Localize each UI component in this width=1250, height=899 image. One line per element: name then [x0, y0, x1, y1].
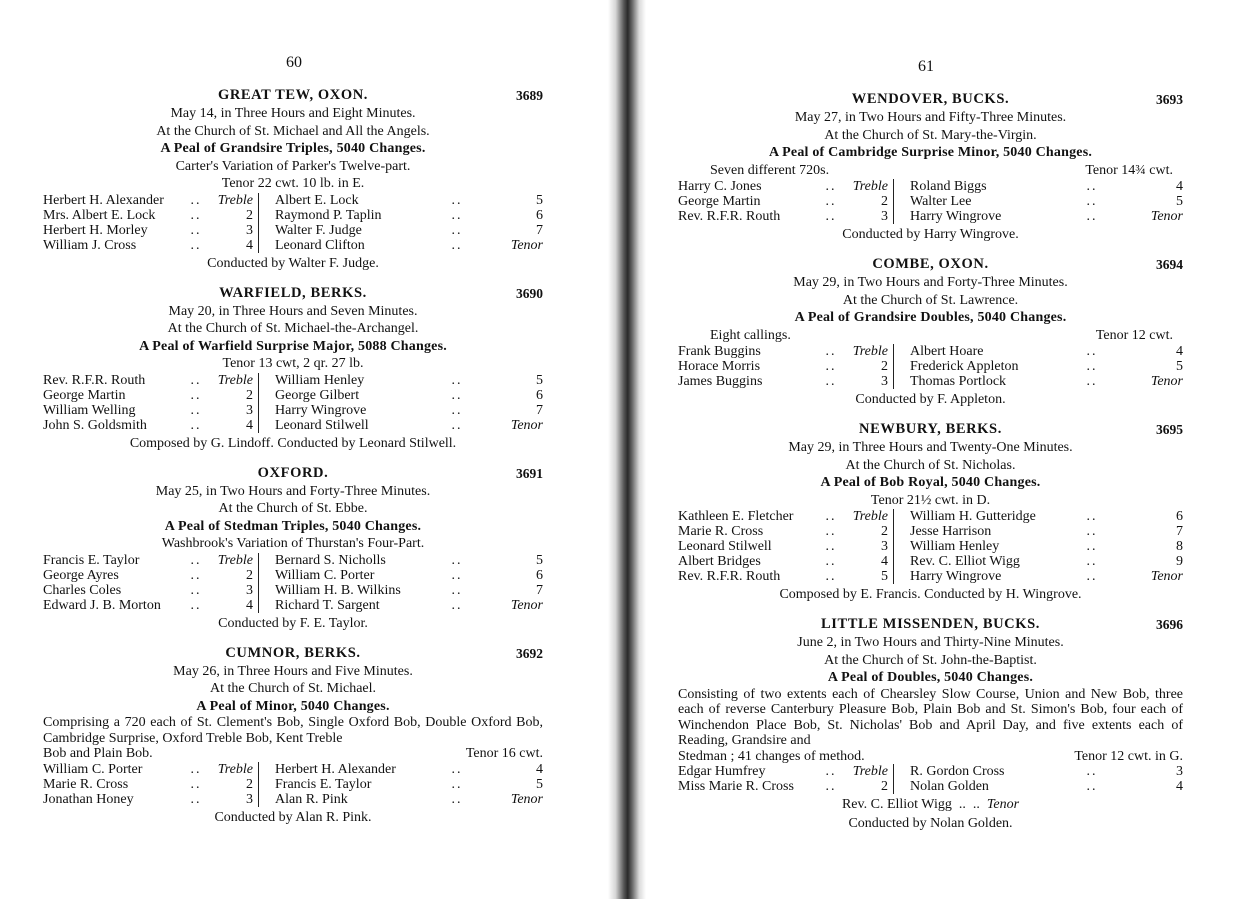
ringer-row [43, 762, 543, 777]
bell-number: 4 [852, 554, 894, 569]
peal-church: At the Church of St. Ebbe. [218, 501, 368, 516]
peal-header [43, 464, 543, 483]
bell-number: 2 [852, 194, 894, 209]
ringer-row [678, 179, 1183, 194]
peal-conductor: Conducted by Nolan Golden. [848, 816, 1013, 831]
ringer-row [678, 554, 1183, 569]
leader-dots: .. [1086, 179, 1098, 194]
ringer-row [678, 509, 1183, 524]
peal-place: GREAT TEW, OXON. [217, 87, 369, 103]
bell-number: 4 [217, 418, 259, 433]
leader-dots: .. [1086, 524, 1098, 539]
ringer-name: Rev. R.F.R. Routh [678, 209, 781, 224]
peal-date: May 27, in Two Hours and Fifty-Three Minutes. [794, 110, 1067, 125]
ringers-table [678, 179, 1183, 224]
ringer-name: Rev. C. Elliot Wigg [841, 797, 952, 812]
leader-dots: .. [825, 209, 837, 224]
ringer-name: Francis E. Taylor [275, 776, 372, 792]
bell-number: Treble [217, 553, 259, 568]
ringer-row [43, 403, 543, 418]
leader-dots: .. [1086, 209, 1098, 224]
leader-dots: .. [1086, 554, 1098, 569]
peal-note-last-line [43, 746, 543, 762]
ringer-name: Alan R. Pink [275, 791, 348, 807]
right-page [640, 0, 1250, 899]
peal-tenor: Tenor 22 cwt. 10 lb. in E. [221, 176, 365, 191]
ringers-table [678, 509, 1183, 584]
ringer-name: Leonard Stilwell [678, 539, 772, 554]
bell-number: 4 [217, 598, 259, 613]
bell-number: 5 [536, 552, 543, 568]
ringer-name: Mrs. Albert E. Lock [43, 207, 156, 223]
peal-church: At the Church of St. Mary-the-Virgin. [824, 127, 1037, 143]
ringer-name: Kathleen E. Fletcher [678, 509, 794, 524]
peal-entry [43, 86, 543, 272]
ringer-row [678, 374, 1183, 389]
bell-number: Tenor [510, 597, 543, 613]
peal-place: CUMNOR, BERKS. [225, 644, 361, 661]
leader-dots: .. [190, 417, 202, 433]
ringer-row [43, 777, 543, 792]
ringer-name: Albert E. Lock [275, 192, 359, 208]
peal-conductor: Composed by E. Francis. Conducted by H. Wingrove. [779, 587, 1082, 602]
ringers-table [678, 344, 1183, 389]
ringer-name: R. Gordon Cross [910, 764, 1005, 779]
leader-dots: .. [190, 207, 202, 223]
peal-tenor: Tenor 13 cwt, 2 qr. 27 lb. [222, 356, 364, 371]
leader-dots: .. [190, 567, 202, 583]
peal-header [43, 644, 543, 663]
peal-composition: Carter's Variation of Parker's Twelve-part. [175, 158, 411, 174]
bell-number: Tenor [1150, 569, 1183, 584]
ringer-name: Harry Wingrove [275, 402, 367, 418]
bell-number: 3 [217, 792, 259, 807]
leader-dots: .. [1086, 539, 1098, 554]
bell-number: 7 [1176, 524, 1183, 539]
bell-number: 5 [536, 776, 543, 792]
leader-dots: .. [451, 761, 463, 777]
ringer-name: Edward J. B. Morton [43, 597, 161, 613]
ringer-name: Herbert H. Alexander [43, 192, 164, 208]
leader-dots: .. [190, 237, 202, 253]
leader-dots: .. [190, 192, 202, 208]
bell-number: Treble [852, 764, 894, 779]
bell-number: 2 [217, 208, 259, 223]
peal-conductor: Conducted by Harry Wingrove. [842, 227, 1019, 242]
bell-number: 7 [536, 222, 543, 238]
ringer-row [678, 209, 1183, 224]
leader-dots: .. [190, 761, 202, 777]
bell-number: 6 [536, 207, 543, 223]
leader-dots: .. [451, 417, 463, 433]
bell-number: 5 [1176, 194, 1183, 209]
peal-entry [43, 284, 543, 452]
peal-number: 3696 [1156, 617, 1183, 632]
ringer-name: Raymond P. Taplin [275, 207, 382, 223]
bell-number: 4 [1176, 344, 1183, 359]
peal-church: At the Church of St. John-the-Baptist. [824, 652, 1037, 668]
ringer-name: Herbert H. Morley [43, 222, 148, 238]
leader-dots: .. [825, 539, 837, 554]
leader-dots: .. [825, 179, 837, 194]
leader-dots: .. [825, 194, 837, 209]
ringer-row [43, 792, 543, 807]
leader-dots: .. [1086, 344, 1098, 359]
ringer-name: Horace Morris [678, 359, 761, 374]
bell-number: 2 [217, 388, 259, 403]
ringer-name: Richard T. Sargent [275, 597, 380, 613]
ringer-name: Jonathan Honey [43, 791, 134, 807]
leader-dots: .. [190, 582, 202, 598]
peal-entry [678, 90, 1183, 243]
peal-header [43, 86, 543, 105]
leader-dots: .. [1086, 779, 1098, 794]
bell-number: 3 [217, 223, 259, 238]
bell-number: 5 [1176, 359, 1183, 374]
bell-number: Treble [852, 344, 894, 359]
leader-dots: .. [451, 582, 463, 598]
ringer-row [678, 779, 1183, 794]
peal-conductor: Conducted by F. E. Taylor. [218, 615, 368, 631]
ringer-name: Harry Wingrove [910, 209, 1002, 224]
ringer-row [43, 388, 543, 403]
leader-dots: .. [451, 597, 463, 613]
ringer-name: Rev. R.F.R. Routh [43, 372, 146, 388]
leader-dots: .. [825, 509, 837, 524]
leader-dots: .. [825, 764, 837, 779]
ringers-table [43, 553, 543, 613]
bell-number: 4 [1176, 179, 1183, 194]
ringer-row [43, 373, 543, 388]
bell-number: Treble [217, 762, 259, 777]
bell-number: 4 [217, 238, 259, 253]
bell-number: 3 [1176, 764, 1183, 779]
peal-composition: Washbrook's Variation of Thurstan's Four-Part. [161, 536, 425, 551]
leader-dots: .. [190, 387, 202, 403]
leader-dots: .. [825, 524, 837, 539]
left-page [0, 0, 610, 899]
ringer-row [678, 569, 1183, 584]
peal-note [43, 715, 543, 762]
ringer-row [678, 539, 1183, 554]
peal-place: WENDOVER, BUCKS. [851, 91, 1010, 107]
ringer-name: Miss Marie R. Cross [678, 779, 794, 794]
peal-number: 3693 [1156, 92, 1183, 107]
bell-number: 7 [536, 402, 543, 418]
ringer-name: William H. B. Wilkins [275, 582, 401, 598]
ringers-table [43, 373, 543, 433]
ringer-row [678, 359, 1183, 374]
page-number: 60 [286, 54, 302, 71]
peal-number: 3695 [1156, 422, 1183, 437]
ringer-row [43, 553, 543, 568]
leader-dots: .. [825, 779, 837, 794]
ringers-table [43, 193, 543, 253]
bell-number: Tenor [1150, 374, 1183, 389]
ringer-name: George Ayres [43, 567, 119, 583]
ringer-name: Albert Hoare [910, 344, 984, 359]
peal-method: A Peal of Bob Royal, 5040 Changes. [820, 475, 1041, 490]
ringer-name: Rev. R.F.R. Routh [678, 569, 781, 584]
ringer-name: Harry C. Jones [678, 179, 762, 194]
ringer-name: Bernard S. Nicholls [275, 552, 386, 568]
peal-tenor: Tenor 16 cwt. [465, 746, 543, 761]
bell-number: 4 [536, 761, 543, 777]
leader-dots: .. [190, 552, 202, 568]
extra-ringer-line [678, 796, 1183, 813]
ringer-name: John S. Goldsmith [43, 417, 147, 433]
leader-dots: .. [825, 569, 837, 584]
bell-number: Treble [217, 373, 259, 388]
ringer-name: Jesse Harrison [910, 524, 992, 539]
ringer-name: Walter F. Judge [275, 222, 362, 238]
bell-number: 2 [852, 779, 894, 794]
leader-dots: .. [1086, 374, 1098, 389]
peal-date: May 25, in Two Hours and Forty-Three Minutes. [155, 483, 431, 499]
leader-dots: .. [451, 402, 463, 418]
peal-place: LITTLE MISSENDEN, BUCKS. [820, 616, 1041, 632]
leader-dots: .. [451, 237, 463, 253]
peal-entry [678, 255, 1183, 408]
leader-dots: .. [451, 791, 463, 807]
peal-header [43, 284, 543, 303]
peal-header [678, 255, 1183, 274]
ringer-name: George Martin [678, 194, 761, 209]
leader-dots: .. [190, 402, 202, 418]
peal-tenor: Tenor 12 cwt. [1095, 327, 1173, 343]
ringer-row [678, 194, 1183, 209]
bell-number: Treble [852, 179, 894, 194]
bell-number: 3 [217, 403, 259, 418]
peal-date: May 29, in Two Hours and Forty-Three Minutes. [793, 275, 1068, 290]
ringer-row [43, 193, 543, 208]
ringer-name: Rev. C. Elliot Wigg [910, 554, 1020, 569]
peal-place: OXFORD. [257, 464, 329, 481]
ringer-name: William J. Cross [43, 237, 137, 253]
peal-number: 3690 [516, 285, 543, 301]
peal-note-end: Stedman ; 41 changes of method. [678, 748, 865, 764]
peal-entry [678, 615, 1183, 832]
peal-church: At the Church of St. Michael-the-Archangel. [167, 321, 419, 336]
peal-method: A Peal of Cambridge Surprise Minor, 5040 Changes. [768, 145, 1093, 160]
bell-number: 3 [852, 209, 894, 224]
peal-column [678, 90, 1183, 844]
peal-conductor: Conducted by Alan R. Pink. [214, 809, 372, 825]
peal-method: A Peal of Grandsire Doubles, 5040 Changes. [794, 310, 1067, 325]
peal-number: 3694 [1156, 257, 1183, 272]
peal-entry [678, 420, 1183, 603]
ringer-name: George Gilbert [275, 387, 360, 403]
bell-number: 5 [852, 569, 894, 584]
ringer-name: William Henley [275, 372, 365, 388]
bell-number: 2 [852, 359, 894, 374]
leader-dots: .. [825, 374, 837, 389]
ringer-name: Harry Wingrove [910, 569, 1002, 584]
peal-conductor: Conducted by Walter F. Judge. [207, 255, 379, 271]
ringer-name: William Henley [910, 539, 1000, 554]
bell-number: Tenor [510, 417, 543, 433]
peal-extra-line [678, 327, 1183, 345]
ringer-name: Herbert H. Alexander [275, 761, 396, 777]
peal-date: May 14, in Three Hours and Eight Minutes. [170, 106, 416, 121]
leader-dots: .. [825, 554, 837, 569]
peal-method: A Peal of Warfield Surprise Major, 5088 Changes. [139, 338, 447, 354]
leader-dots: .. [1086, 569, 1098, 584]
leader-dots: .. .. [955, 797, 984, 812]
leader-dots: .. [825, 344, 837, 359]
peal-date: June 2, in Two Hours and Thirty-Nine Minutes. [797, 635, 1064, 650]
leader-dots: .. [451, 567, 463, 583]
peal-church: At the Church of St. Lawrence. [842, 292, 1019, 308]
leader-dots: .. [190, 791, 202, 807]
peal-church: At the Church of St. Michael and All the Angels. [156, 123, 430, 139]
ringer-row [43, 598, 543, 613]
leader-dots: .. [825, 359, 837, 374]
ringer-name: James Buggins [678, 374, 763, 389]
peal-note-end: Bob and Plain Bob. [43, 746, 153, 761]
leader-dots: .. [190, 372, 202, 388]
peal-tenor: Tenor 14¾ cwt. [1085, 162, 1173, 178]
peal-note-text: Consisting of two extents each of Chearsley Slow Course, Union and New Bob, three each of reverse Canterbury Pleasure Bob, Plain Bob and St. Simon's Bob, four each of Winchendon Place Bob, St. Nicholas' Bob and April Day, and five extents each of Reading, Grandsire and [678, 686, 1183, 748]
page-number: 61 [918, 58, 934, 75]
bell-number: 2 [217, 568, 259, 583]
ringers-table [678, 764, 1183, 794]
bell-number: Tenor [986, 797, 1020, 812]
bell-number: Tenor [510, 791, 543, 807]
ringer-name: Charles Coles [43, 582, 122, 598]
leader-dots: .. [451, 207, 463, 223]
peal-date: May 20, in Three Hours and Seven Minutes. [168, 303, 418, 319]
ringer-name: George Martin [43, 387, 126, 403]
peal-date: May 26, in Three Hours and Five Minutes. [173, 663, 413, 679]
bell-number: 3 [852, 539, 894, 554]
ringer-name: Marie R. Cross [678, 524, 764, 539]
bell-number: Treble [217, 193, 259, 208]
bell-number: Tenor [510, 237, 543, 253]
peal-church: At the Church of St. Nicholas. [845, 457, 1016, 473]
leader-dots: .. [451, 387, 463, 403]
peal-tenor: Tenor 12 cwt. in G. [1074, 748, 1183, 764]
peal-entry [43, 644, 543, 826]
ringer-name: Edgar Humfrey [678, 764, 766, 779]
peal-method: A Peal of Minor, 5040 Changes. [196, 698, 390, 714]
bell-number: 3 [852, 374, 894, 389]
ringer-name: Nolan Golden [910, 779, 989, 794]
bell-number: 5 [536, 192, 543, 208]
peal-method: A Peal of Grandsire Triples, 5040 Changes. [160, 141, 426, 156]
leader-dots: .. [451, 552, 463, 568]
bell-number: Treble [852, 509, 894, 524]
ringer-row [43, 568, 543, 583]
ringer-name: William H. Gutteridge [910, 509, 1036, 524]
bell-number: 2 [852, 524, 894, 539]
peal-method: A Peal of Stedman Triples, 5040 Changes. [164, 518, 422, 534]
bell-number: 6 [536, 567, 543, 583]
ringer-name: Marie R. Cross [43, 776, 129, 792]
bell-number: 6 [1176, 509, 1183, 524]
leader-dots: .. [1086, 764, 1098, 779]
bell-number: 8 [1176, 539, 1183, 554]
ringer-name: Francis E. Taylor [43, 552, 140, 568]
peal-number: 3691 [516, 465, 543, 481]
peal-place: WARFIELD, BERKS. [219, 284, 367, 301]
bell-number: 3 [217, 583, 259, 598]
bell-number: 5 [536, 372, 543, 388]
leader-dots: .. [451, 222, 463, 238]
ringer-name: Leonard Clifton [275, 237, 365, 253]
peal-extra-line [678, 162, 1183, 180]
bell-number: 9 [1176, 554, 1183, 569]
leader-dots: .. [1086, 194, 1098, 209]
bell-number: 7 [536, 582, 543, 598]
leader-dots: .. [1086, 359, 1098, 374]
peal-entry [43, 464, 543, 632]
ringer-row [43, 418, 543, 433]
bell-number: 4 [1176, 779, 1183, 794]
peal-extra: Seven different 720s. [710, 162, 830, 178]
ringer-name: William Welling [43, 402, 136, 418]
peal-church: At the Church of St. Michael. [209, 681, 377, 696]
leader-dots: .. [451, 192, 463, 208]
ringer-name: William C. Porter [275, 567, 375, 583]
peal-header [678, 90, 1183, 109]
peal-note-last-line [678, 749, 1183, 765]
ringer-row [43, 208, 543, 223]
peal-place: NEWBURY, BERKS. [859, 421, 1002, 437]
ringer-name: Leonard Stilwell [275, 417, 369, 433]
leader-dots: .. [1086, 509, 1098, 524]
ringer-name: Roland Biggs [910, 179, 987, 194]
peal-method: A Peal of Doubles, 5040 Changes. [827, 670, 1034, 685]
ringer-name: Thomas Portlock [910, 374, 1007, 389]
leader-dots: .. [190, 776, 202, 792]
peal-note [678, 687, 1183, 765]
bell-number: Tenor [1150, 209, 1183, 224]
peal-number: 3692 [516, 645, 543, 661]
ringer-row [678, 764, 1183, 779]
ringers-table [43, 762, 543, 807]
bell-number: 6 [536, 387, 543, 403]
peal-place: COMBE, OXON. [872, 256, 989, 272]
peal-date: May 29, in Three Hours and Twenty-One Minutes. [788, 440, 1073, 455]
ringer-row [43, 238, 543, 253]
peal-number: 3689 [516, 88, 543, 103]
ringer-name: Frederick Appleton [910, 359, 1019, 374]
leader-dots: .. [451, 372, 463, 388]
ringer-name: Albert Bridges [678, 554, 761, 569]
ringer-row [43, 223, 543, 238]
peal-conductor: Composed by G. Lindoff. Conducted by Leonard Stilwell. [129, 435, 457, 451]
peal-conductor: Conducted by F. Appleton. [855, 392, 1006, 407]
ringer-row [43, 583, 543, 598]
leader-dots: .. [451, 776, 463, 792]
peal-tenor: Tenor 21½ cwt. in D. [870, 492, 991, 508]
leader-dots: .. [190, 222, 202, 238]
leader-dots: .. [190, 597, 202, 613]
peal-note-text: Comprising a 720 each of St. Clement's Bob, Single Oxford Bob, Double Oxford Bob, Cambridge Surprise, Oxford Treble Bob, Kent Treble [43, 715, 543, 746]
ringer-row [678, 524, 1183, 539]
ringer-name: William C. Porter [43, 761, 143, 777]
peal-extra: Eight callings. [710, 327, 791, 343]
ringer-row [678, 344, 1183, 359]
peal-header [678, 615, 1183, 634]
bell-number: 2 [217, 777, 259, 792]
ringer-name: Frank Buggins [678, 344, 761, 359]
peal-header [678, 420, 1183, 439]
ringer-name: Walter Lee [910, 194, 972, 209]
peal-column [43, 86, 543, 838]
